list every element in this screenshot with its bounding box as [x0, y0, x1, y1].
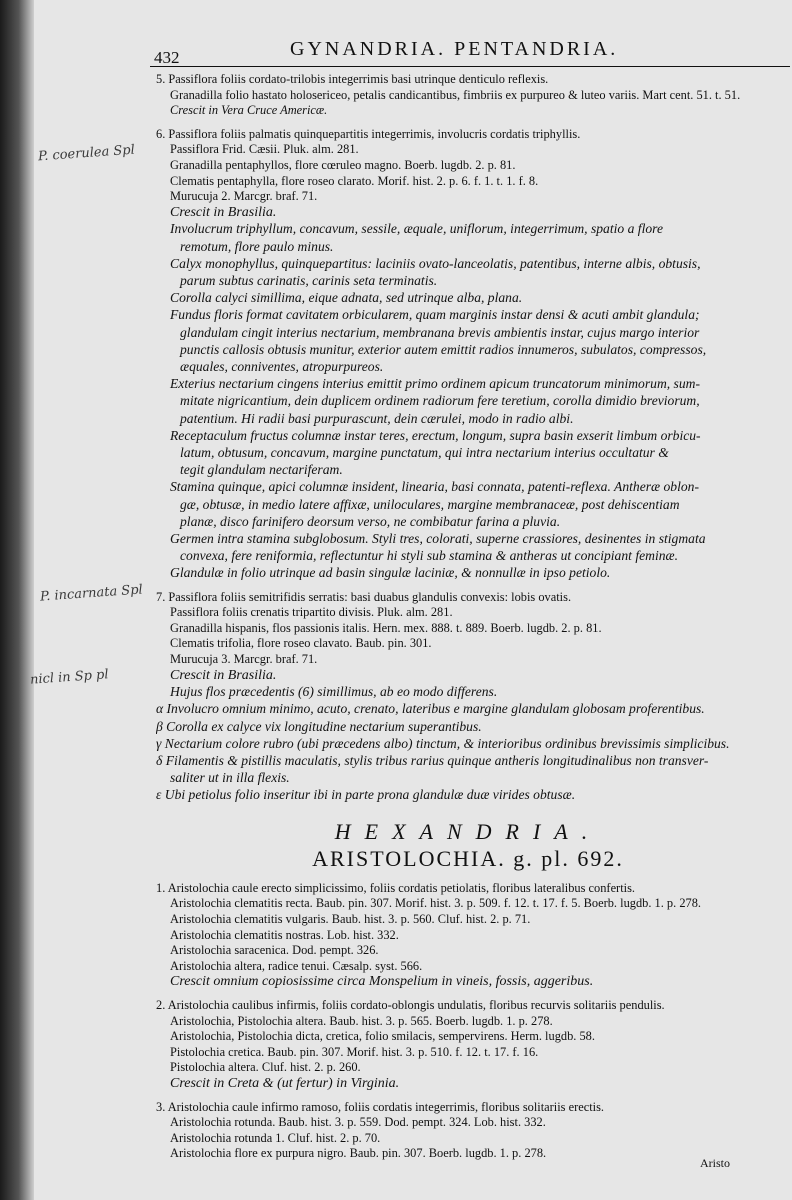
entry-aristolochia-2	[156, 998, 780, 1092]
margin-note-2: P. incarnata Spl	[39, 582, 144, 605]
synonym-line: Passiflora foliis crenatis tripartito divisis. Pluk. alm. 281.	[170, 605, 453, 620]
page-number: 432	[154, 48, 180, 67]
description-line: Fundus floris format cavitatem orbicularem, quam marginis instar densi & acuti ambit glandula;	[170, 307, 700, 323]
synonym-line: Murucuja 3. Marcgr. braf. 71.	[170, 651, 318, 666]
description-line: æquales, conniventes, atropurpureos.	[180, 358, 384, 374]
description-line: Calyx monophyllus, quinquepartitus: laciniis ovato-lanceolatis, patentibus, interne albis, obtusis,	[170, 255, 701, 271]
description-line: Glandulæ in folio utrinque ad basin singulæ laciniæ, & nonnullæ in ipso petiolo.	[170, 565, 611, 581]
description-line: latum, obtusum, concavum, margine punctatum, qui intra nectarium interius occultatur &	[180, 444, 669, 460]
margin-note-3: nicl in Sp pl	[29, 667, 110, 688]
description-line: gæ, obtusæ, in medio latere affixæ, uniloculares, margine membranaceæ, post dehiscentiam	[180, 496, 680, 512]
page-header	[150, 36, 790, 67]
description-line: Stamina quinque, apici columnæ insident, linearia, basi connata, patenti-reflexa. Antheræ oblon-	[170, 479, 699, 495]
description-line: glandulam cingit interius nectarium, membranana brevis ambientis instar, cujus margo interior	[180, 324, 700, 340]
synonym-line: Aristolochia, Pistolochia dicta, cretica, folio smilacis, sempervirens. Herm. lugdb. 58.	[170, 1029, 595, 1044]
margin-note-1: P. coerulea Spl	[37, 142, 136, 165]
synonym-line: Aristolochia clematitis recta. Baub. pin. 307. Morif. hist. 3. p. 509. f. 12. t. 17. f. 5. Boerb. lugdb. 1. p. 278.	[170, 896, 702, 911]
synonym-line: Aristolochia rotunda. Baub. hist. 3. p. 559. Dod. pempt. 324. Lob. hist. 332.	[170, 1115, 546, 1130]
description-line: Corolla calyci simillima, eique adnata, sed utrinque alba, plana.	[170, 290, 523, 306]
synonym-line: Aristolochia altera, radice tenui. Cæsalp. syst. 566.	[170, 958, 423, 973]
entry-aristolochia-1	[156, 881, 780, 990]
synonym-line: Passiflora Frid. Cæsii. Pluk. alm. 281.	[170, 142, 359, 157]
description-line: convexa, fere reniformia, reflectuntur hi styli sub stamina & antheras ut concipiant feminæ.	[180, 548, 678, 564]
description-line: Exterius nectarium cingens interius emittit primo ordinem apicum truncatorum minimorum, sum-	[170, 376, 700, 392]
description-line: patentium. Hi radii basi purpurascunt, dein cærulei, modo in radio albi.	[180, 410, 574, 426]
description-line: planæ, disco farinifero deorsum verso, ne combibatur farina a pluvia.	[180, 513, 561, 529]
description-line: Involucrum triphyllum, concavum, sessile, æquale, uniflorum, integerrimum, spatio a flore	[170, 221, 663, 237]
variety-line: γ Nectarium colore rubro (ubi præcedens albo) tinctum, & interioribus ordinibus brevissimis simplicibus.	[156, 735, 730, 751]
habitat-line: Crescit in Brasilia.	[170, 667, 277, 683]
entry-passiflora-7	[156, 590, 780, 804]
variety-line: β Corolla ex calyce vix longitudine nectarium superantibus.	[156, 718, 482, 734]
entry-line: 3. Aristolochia caule infirmo ramoso, foliis cordatis integerrimis, floribus solitariis erectis.	[156, 1099, 605, 1114]
synonym-line: Granadilla folio hastato holosericeo, petalis candicantibus, fimbriis ex purpureo & luteo variis. Mart cent. 51. t. 51.	[170, 87, 741, 102]
synonym-line: Pistolochia altera. Cluf. hist. 2. p. 260.	[170, 1060, 361, 1075]
synonym-line: Murucuja 2. Marcgr. braf. 71.	[170, 189, 318, 204]
synonym-line: Aristolochia saracenica. Dod. pempt. 326.	[170, 943, 379, 958]
synonym-line: Clematis trifolia, flore roseo clavato. Baub. pin. 301.	[170, 636, 432, 651]
page-content	[156, 72, 780, 1162]
synonym-line: Granadilla pentaphyllos, flore cœruleo magno. Boerb. lugdb. 2. p. 81.	[170, 157, 516, 172]
variety-line: δ Filamentis & pistillis maculatis, stylis tribus rarius quinque antheris longitudinalibus non transver-	[156, 752, 709, 768]
variety-line: saliter ut in illa flexis.	[170, 770, 290, 786]
synonym-line: Aristolochia rotunda 1. Cluf. hist. 2. p. 70.	[170, 1130, 381, 1145]
synonym-line: Granadilla hispanis, flos passionis italis. Hern. mex. 888. t. 889. Boerb. lugdb. 2. p. 81.	[170, 620, 602, 635]
entry-line: 5. Passiflora foliis cordato-trilobis integerrimis basi utrinque denticulo reflexis.	[156, 72, 549, 86]
description-line: parum subtus carinatis, carinis seta terminatis.	[180, 272, 438, 288]
entry-passiflora-5	[156, 72, 780, 119]
synonym-line: Pistolochia cretica. Baub. pin. 307. Morif. hist. 3. p. 510. f. 12. t. 17. f. 16.	[170, 1044, 539, 1059]
entry-line: 7. Passiflora foliis semitrifidis serratis: basi duabus glandulis convexis: lobis ovatis.	[156, 589, 572, 604]
description-line: mitate nigricantium, dein duplicem ordinem radiorum fere teretium, corolla dimidio breviorum,	[180, 393, 700, 409]
synonym-line: Aristolochia, Pistolochia altera. Baub. hist. 3. p. 565. Boerb. lugdb. 1. p. 278.	[170, 1013, 553, 1028]
habitat-line: Crescit in Creta & (ut fertur) in Virginia.	[170, 1075, 400, 1091]
description-line: remotum, flore paulo minus.	[180, 238, 334, 254]
description-line: Germen intra stamina subglobosum. Styli tres, colorati, superne crassiores, desinentes in stigmata	[170, 531, 706, 546]
synonym-line: Clematis pentaphylla, flore roseo clarato. Morif. hist. 2. p. 6. f. 1. t. 1. f. 8.	[170, 173, 539, 188]
entry-aristolochia-3	[156, 1100, 780, 1162]
catchword: Aristo	[700, 1156, 730, 1170]
description-line: Receptaculum fructus columnæ instar teres, erectum, longum, supra basin exserit limbum orbicu-	[170, 427, 701, 443]
synonym-line: Aristolochia clematitis vulgaris. Baub. hist. 3. p. 560. Cluf. hist. 2. p. 71.	[170, 911, 531, 926]
entry-passiflora-6	[156, 127, 780, 582]
section-title-hexandria: HEXANDRIA.	[334, 818, 602, 844]
habitat-line: Crescit in Vera Cruce Americæ.	[170, 103, 328, 118]
synonym-line: Aristolochia flore ex purpura nigro. Baub. pin. 307. Boerb. lugdb. 1. p. 278.	[170, 1146, 547, 1161]
habitat-line: Crescit omnium copiosissime circa Monspelium in vineis, fossis, aggeribus.	[170, 974, 594, 990]
genus-title-aristolochia: ARISTOLOCHIA. g. pl. 692.	[312, 846, 624, 872]
running-head: GYNANDRIA. PENTANDRIA.	[290, 38, 619, 60]
entry-line: 1. Aristolochia caule erecto simplicissimo, foliis cordatis petiolatis, floribus lateralibus confertis.	[156, 880, 635, 895]
variety-line: ε Ubi petiolus folio inseritur ibi in parte prona glandulæ duæ virides obtusæ.	[156, 787, 576, 803]
synonym-line: Aristolochia clematitis nostras. Lob. hist. 332.	[170, 927, 399, 942]
entry-line: 6. Passiflora foliis palmatis quinquepartitis integerrimis, involucris cordatis triphyllis.	[156, 126, 581, 141]
description-line: punctis callosis obtusis munitur, exterior autem emittit radios innumeros, subulatos, compressos,	[180, 341, 707, 357]
description-line: Hujus flos præcedentis (6) simillimus, ab eo modo differens.	[170, 684, 498, 700]
book-spine-shadow	[0, 0, 34, 1200]
entry-line: 2. Aristolochia caulibus infirmis, foliis cordato-oblongis undulatis, floribus recurvis solitariis pendulis.	[156, 997, 665, 1012]
habitat-line: Crescit in Brasilia.	[170, 204, 277, 220]
description-line: tegit glandulam nectariferam.	[180, 462, 343, 478]
variety-line: α Involucro omnium minimo, acuto, crenato, lateribus e margine glandulam globosam proferentibus.	[156, 701, 705, 717]
